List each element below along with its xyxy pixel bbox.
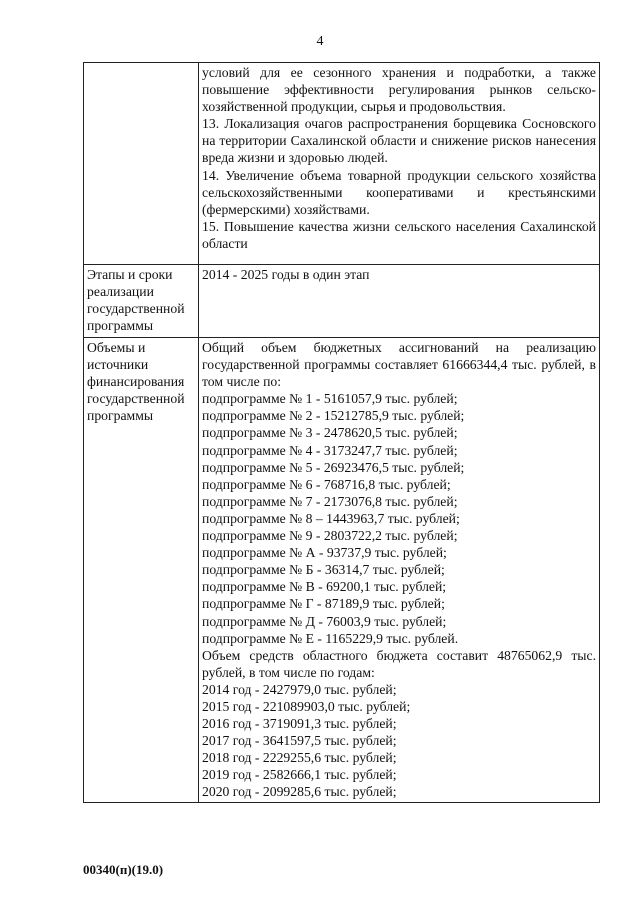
document-code: 00340(п)(19.0): [83, 862, 164, 877]
table-row-funding: [84, 338, 600, 803]
subprogram-line: подпрограмме № 3 - 2478620,5 тыс. рублей;: [202, 425, 458, 441]
funding-intro: Общий объем бюджетных ассигнований на реализацию государственной программы составляет 61666344,4 тыс. рублей, в том числе по:: [202, 340, 596, 390]
passport-table: [83, 62, 600, 803]
subprogram-line: подпрограмме № 7 - 2173076,8 тыс. рублей;: [202, 493, 458, 509]
subprogram-line: подпрограмме № 6 - 768716,8 тыс. рублей;: [202, 476, 451, 492]
subprogram-line: подпрограмме № 1 - 5161057,9 тыс. рублей;: [202, 391, 458, 407]
subprogram-line: подпрограмме № В - 69200,1 тыс. рублей;: [202, 579, 447, 595]
year-line: 2014 год - 2427979,0 тыс. рублей;: [202, 681, 397, 697]
page-number: 4: [316, 34, 324, 49]
year-line: 2015 год - 221089903,0 тыс. рублей;: [202, 698, 411, 714]
year-line: 2018 год - 2229255,6 тыс. рублей;: [202, 750, 397, 766]
paragraph: 14. Увеличение объема товарной продукции сельского хозяйства сельскохозяйственными кооперативами и крестьянскими (фермерскими) хозяйствами.: [202, 167, 596, 217]
table-row-goals: [84, 63, 600, 265]
table-row-stages: [84, 265, 600, 338]
subprogram-line: подпрограмме № А - 93737,9 тыс. рублей;: [202, 545, 447, 561]
subprogram-line: подпрограмме № 5 - 26923476,5 тыс. рублей;: [202, 459, 465, 475]
year-line: 2019 год - 2582666,1 тыс. рублей;: [202, 767, 397, 783]
subprogram-line: подпрограмме № Е - 1165229,9 тыс. рублей.: [202, 630, 459, 646]
paragraph: 13. Локализация очагов распространения борщевика Сосновского на территории Сахалинской области и снижение рисков нанесения вреда жизни и здоровью людей.: [202, 116, 596, 166]
regional-budget-intro: Объем средств областного бюджета составит 48765062,9 тыс. рублей, в том числе по годам:: [202, 647, 596, 680]
year-line: 2020 год - 2099285,6 тыс. рублей;: [202, 784, 397, 800]
year-line: 2017 год - 3641597,5 тыс. рублей;: [202, 733, 397, 749]
subprogram-line: подпрограмме № Г - 87189,9 тыс. рублей;: [202, 596, 445, 612]
paragraph: условий для ее сезонного хранения и подработки, а также повышение эффективности регулирования рынков сельско-хозяйственной продукции, сырья и продовольствия.: [202, 65, 596, 115]
row1-label: [84, 63, 199, 265]
row3-content: [199, 338, 600, 803]
row1-content: [199, 63, 600, 265]
year-line: 2016 год - 3719091,3 тыс. рублей;: [202, 716, 397, 732]
paragraph: 15. Повышение качества жизни сельского населения Сахалинской области: [202, 218, 596, 251]
row2-label: Этапы и сроки реализации государственной программы: [84, 265, 199, 338]
row3-label: Объемы и источники финансирования государственной программы: [84, 338, 199, 803]
row2-value: 2014 - 2025 годы в один этап: [199, 265, 600, 338]
subprogram-line: подпрограмме № 2 - 15212785,9 тыс. рублей;: [202, 408, 465, 424]
subprogram-line: подпрограмме № 8 – 1443963,7 тыс. рублей;: [202, 510, 460, 526]
subprogram-line: подпрограмме № Б - 36314,7 тыс. рублей;: [202, 562, 445, 578]
subprogram-line: подпрограмме № 4 - 3173247,7 тыс. рублей;: [202, 442, 458, 458]
subprogram-line: подпрограмме № Д - 76003,9 тыс. рублей;: [202, 613, 447, 629]
subprogram-line: подпрограмме № 9 - 2803722,2 тыс. рублей;: [202, 528, 458, 544]
